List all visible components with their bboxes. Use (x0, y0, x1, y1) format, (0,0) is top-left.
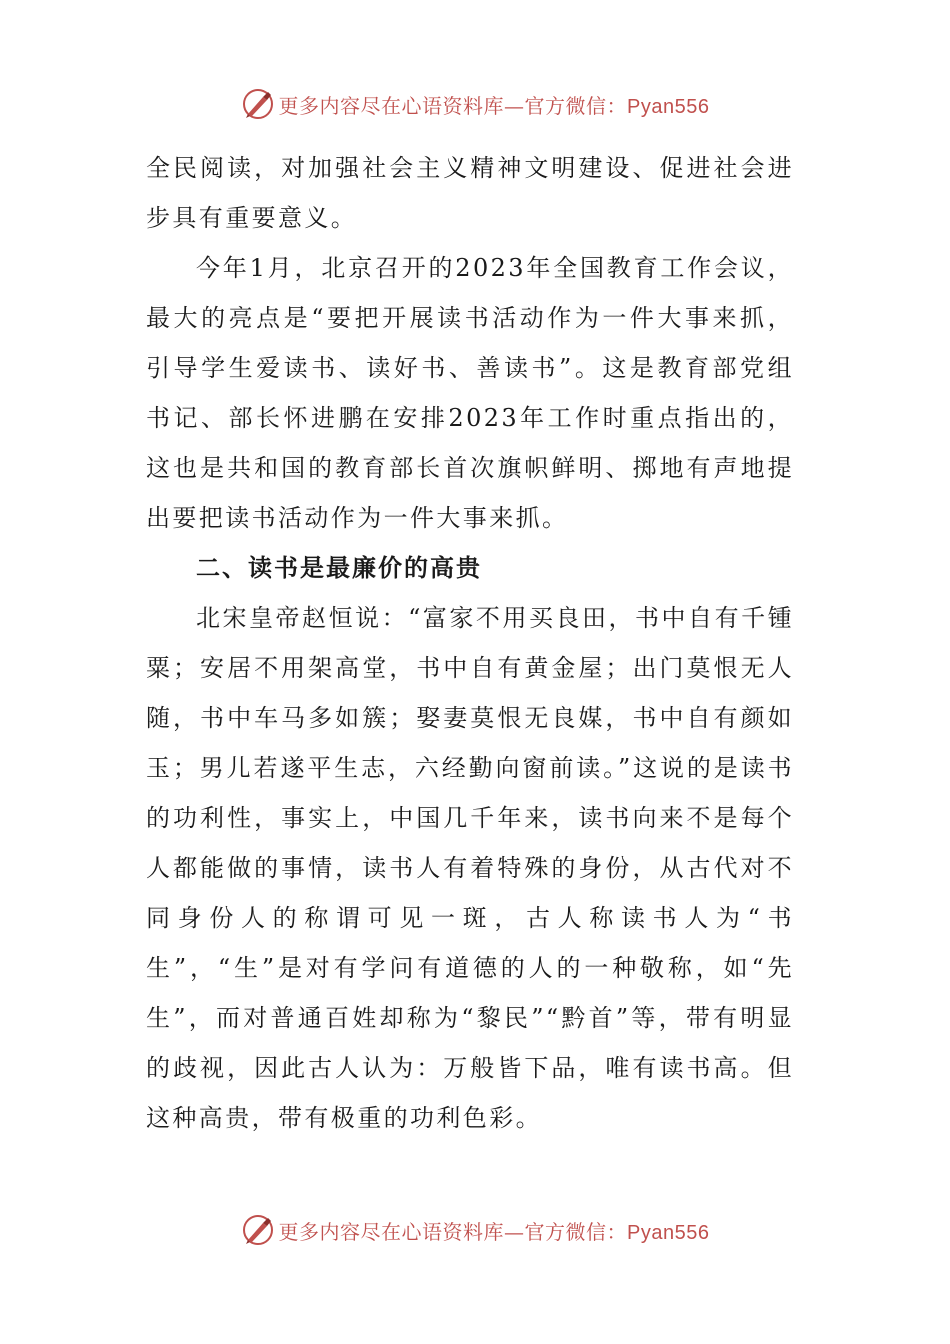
paragraph: 今年1月，北京召开的2023年全国教育工作会议，最大的亮点是“要把开展读书活动作为一件大事来抓，引导学生爱读书、读好书、善读书”。这是教育部党组书记、部长怀进鹏在安排2023年工作时重点指出的，这也是共和国的教育部长首次旗帜鲜明、掷地有声地提出要把读书活动作为一件大事来抓。 (146, 254, 794, 532)
header-banner (0, 82, 950, 126)
footer-banner-text: 更多内容尽在心语资料库—官方微信：Pyan556 (278, 1219, 710, 1244)
paragraph: 北宋皇帝赵恒说：“富家不用买良田，书中自有千锺粟；安居不用架高堂，书中自有黄金屋；出门莫恨无人随，书中车马多如簇；娶妻莫恨无良媒，书中自有颜如玉；男儿若遂平生志，六经勤向窗前读。”这说的是读书的功利性，事实上，中国几千年来，读书向来不是每个人都能做的事情，读书人有着特殊的身份，从古代对不同身份人的称谓可见一斑，古人称读书人为“书生”，“生”是对有学问有道德的人的一种敬称，如“先生”，而对普通百姓却称为“黎民”“黔首”等，带有明显的歧视，因此古人认为：万般皆下品，唯有读书高。但这种高贵，带有极重的功利色彩。 (146, 604, 794, 1132)
header-banner-text: 更多内容尽在心语资料库—官方微信：Pyan556 (278, 93, 710, 118)
pen-logo-icon (241, 87, 275, 121)
paragraph: 全民阅读，对加强社会主义精神文明建设、促进社会进步具有重要意义。 (146, 154, 794, 232)
wechat-id: Pyan556 (627, 95, 710, 118)
wechat-id: Pyan556 (627, 1221, 710, 1244)
section-heading: 二、读书是最廉价的高贵 (196, 554, 482, 582)
footer-banner (0, 1208, 950, 1252)
pen-logo-icon (241, 1213, 275, 1247)
document-body (146, 143, 794, 1143)
